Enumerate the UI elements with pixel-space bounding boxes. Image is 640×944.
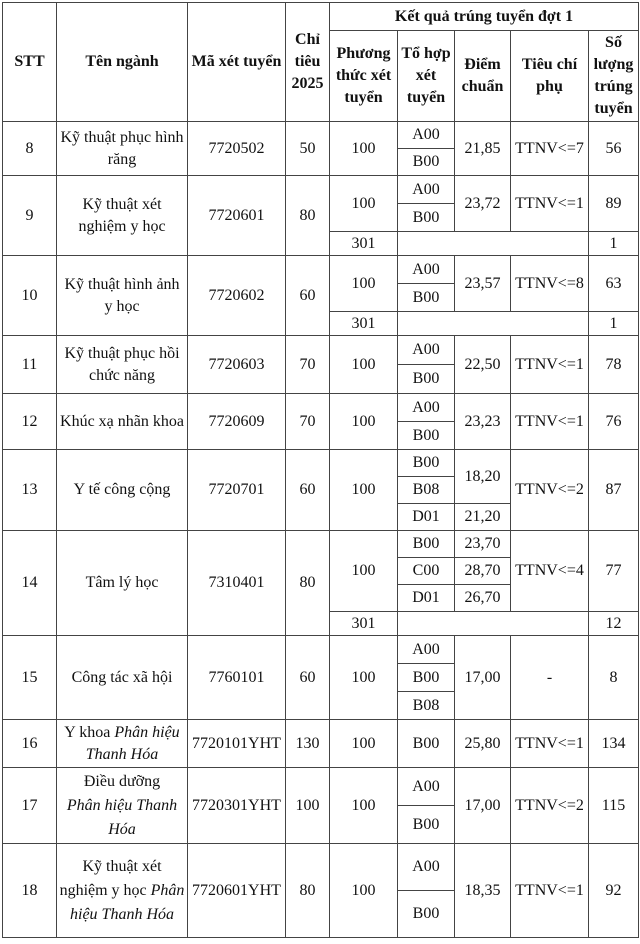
name-cell: Tâm lý học bbox=[57, 531, 188, 636]
method-cell: 100 bbox=[330, 720, 398, 768]
criteria-cell: TTNV<=1 bbox=[511, 336, 589, 394]
header-score: Điểm chuẩn bbox=[455, 31, 511, 122]
header-method: Phương thức xét tuyển bbox=[330, 31, 398, 122]
count-cell: 63 bbox=[589, 256, 639, 312]
table-row bbox=[3, 844, 639, 891]
header-quota: Chỉ tiêu 2025 bbox=[286, 3, 330, 122]
stt-cell: 17 bbox=[3, 768, 57, 844]
header-count: Số lượng trúng tuyển bbox=[589, 31, 639, 122]
quota-cell: 70 bbox=[286, 336, 330, 394]
score-cell: 23,23 bbox=[455, 394, 511, 450]
criteria-cell: TTNV<=1 bbox=[511, 720, 589, 768]
stt-cell: 12 bbox=[3, 394, 57, 450]
header-name: Tên ngành bbox=[57, 3, 188, 122]
combo-cell: C00 bbox=[398, 558, 455, 585]
table-row bbox=[3, 636, 639, 664]
count-cell: 89 bbox=[589, 176, 639, 232]
method-cell: 100 bbox=[330, 394, 398, 450]
quota-cell: 100 bbox=[286, 768, 330, 844]
score-cell: 23,57 bbox=[455, 256, 511, 312]
method-cell: 100 bbox=[330, 122, 398, 176]
combo-cell: A00 bbox=[398, 336, 455, 365]
combo-cell: D01 bbox=[398, 585, 455, 612]
name-cell: Công tác xã hội bbox=[57, 636, 188, 720]
quota-cell: 60 bbox=[286, 636, 330, 720]
table-row bbox=[3, 176, 639, 204]
header-stt: STT bbox=[3, 3, 57, 122]
score-cell: 18,20 bbox=[455, 450, 511, 504]
major-name: Điều dưỡng bbox=[83, 772, 161, 790]
quota-cell: 80 bbox=[286, 531, 330, 636]
code-cell: 7760101 bbox=[188, 636, 286, 720]
code-cell: 7720601 bbox=[188, 176, 286, 256]
criteria-cell: - bbox=[511, 636, 589, 720]
count-cell: 77 bbox=[589, 531, 639, 612]
header-criteria: Tiêu chí phụ bbox=[511, 31, 589, 122]
name-cell bbox=[57, 768, 188, 844]
name-cell bbox=[57, 720, 188, 768]
name-cell: Kỹ thuật phục hình răng bbox=[57, 122, 188, 176]
stt-cell: 15 bbox=[3, 636, 57, 720]
name-cell: Kỹ thuật phục hồi chức năng bbox=[57, 336, 188, 394]
method-cell: 100 bbox=[330, 844, 398, 938]
major-name: Y khoa bbox=[64, 723, 111, 741]
name-cell: Kỹ thuật xét nghiệm y học bbox=[57, 176, 188, 256]
combo-cell: A00 bbox=[398, 394, 455, 422]
branch-label: Phân hiệu Thanh Hóa bbox=[66, 796, 178, 838]
combo-cell: B00 bbox=[398, 664, 455, 692]
admission-results-table bbox=[2, 2, 639, 938]
combo-cell: B00 bbox=[398, 365, 455, 394]
criteria-cell: TTNV<=4 bbox=[511, 531, 589, 612]
method-cell: 100 bbox=[330, 768, 398, 844]
stt-cell: 10 bbox=[3, 256, 57, 336]
table-row bbox=[3, 450, 639, 477]
major-name: Kỹ thuật xét nghiệm y học bbox=[59, 857, 162, 899]
criteria-cell: TTNV<=1 bbox=[511, 176, 589, 232]
criteria-cell: TTNV<=2 bbox=[511, 768, 589, 844]
quota-cell: 130 bbox=[286, 720, 330, 768]
combo-cell: A00 bbox=[398, 844, 455, 891]
table-row bbox=[3, 720, 639, 768]
code-cell: 7720601YHT bbox=[188, 844, 286, 938]
count-cell: 8 bbox=[589, 636, 639, 720]
header-code: Mã xét tuyển bbox=[188, 3, 286, 122]
code-cell: 7720701 bbox=[188, 450, 286, 531]
criteria-cell: TTNV<=8 bbox=[511, 256, 589, 312]
code-cell: 7310401 bbox=[188, 531, 286, 636]
stt-cell: 13 bbox=[3, 450, 57, 531]
score-cell: 17,00 bbox=[455, 636, 511, 720]
combo-cell: A00 bbox=[398, 176, 455, 204]
quota-cell: 80 bbox=[286, 844, 330, 938]
combo-cell: B00 bbox=[398, 450, 455, 477]
code-cell: 7720502 bbox=[188, 122, 286, 176]
header-combo: Tổ hợp xét tuyển bbox=[398, 31, 455, 122]
quota-cell: 50 bbox=[286, 122, 330, 176]
method-cell: 301 bbox=[330, 312, 398, 336]
quota-cell: 60 bbox=[286, 256, 330, 336]
stt-cell: 9 bbox=[3, 176, 57, 256]
score-cell: 18,35 bbox=[455, 844, 511, 938]
branch-label: Phân hiệu Thanh Hóa bbox=[70, 881, 185, 923]
count-cell: 134 bbox=[589, 720, 639, 768]
table-row bbox=[3, 256, 639, 284]
stt-cell: 14 bbox=[3, 531, 57, 636]
combo-cell: B00 bbox=[398, 891, 455, 938]
score-cell: 23,72 bbox=[455, 176, 511, 232]
method-cell: 100 bbox=[330, 636, 398, 720]
method-cell: 100 bbox=[330, 336, 398, 394]
method-cell: 100 bbox=[330, 256, 398, 312]
count-cell: 92 bbox=[589, 844, 639, 938]
criteria-cell: TTNV<=2 bbox=[511, 450, 589, 531]
count-cell: 56 bbox=[589, 122, 639, 176]
combo-cell: B08 bbox=[398, 692, 455, 720]
score-cell: 21,20 bbox=[455, 504, 511, 531]
table-row bbox=[3, 394, 639, 422]
table-row bbox=[3, 531, 639, 558]
code-cell: 7720609 bbox=[188, 394, 286, 450]
name-cell: Khúc xạ nhãn khoa bbox=[57, 394, 188, 450]
stt-cell: 8 bbox=[3, 122, 57, 176]
combo-cell: B00 bbox=[398, 204, 455, 232]
method-cell: 100 bbox=[330, 176, 398, 232]
score-cell: 25,80 bbox=[455, 720, 511, 768]
table-row bbox=[3, 768, 639, 806]
combo-cell: B00 bbox=[398, 284, 455, 312]
name-cell: Y tế công cộng bbox=[57, 450, 188, 531]
count-cell: 1 bbox=[589, 232, 639, 256]
combo-cell: B00 bbox=[398, 806, 455, 844]
count-cell: 87 bbox=[589, 450, 639, 531]
quota-cell: 80 bbox=[286, 176, 330, 256]
score-cell: 28,70 bbox=[455, 558, 511, 585]
combo-cell: A00 bbox=[398, 636, 455, 664]
score-cell: 23,70 bbox=[455, 531, 511, 558]
criteria-cell: TTNV<=1 bbox=[511, 844, 589, 938]
method-cell: 100 bbox=[330, 531, 398, 612]
count-cell: 76 bbox=[589, 394, 639, 450]
count-cell: 12 bbox=[589, 612, 639, 636]
count-cell: 78 bbox=[589, 336, 639, 394]
combo-cell: A00 bbox=[398, 256, 455, 284]
combo-cell: A00 bbox=[398, 768, 455, 806]
table-row bbox=[3, 122, 639, 149]
count-cell: 115 bbox=[589, 768, 639, 844]
score-cell: 26,70 bbox=[455, 585, 511, 612]
code-cell: 7720101YHT bbox=[188, 720, 286, 768]
name-cell bbox=[57, 844, 188, 938]
stt-cell: 16 bbox=[3, 720, 57, 768]
stt-cell: 11 bbox=[3, 336, 57, 394]
criteria-cell: TTNV<=7 bbox=[511, 122, 589, 176]
combo-cell: D01 bbox=[398, 504, 455, 531]
criteria-cell: TTNV<=1 bbox=[511, 394, 589, 450]
combo-cell: B00 bbox=[398, 531, 455, 558]
name-cell: Kỹ thuật hình ảnh y học bbox=[57, 256, 188, 336]
combo-cell: A00 bbox=[398, 122, 455, 149]
combo-cell: B08 bbox=[398, 477, 455, 504]
method-cell: 301 bbox=[330, 612, 398, 636]
code-cell: 7720602 bbox=[188, 256, 286, 336]
code-cell: 7720603 bbox=[188, 336, 286, 394]
method-cell: 301 bbox=[330, 232, 398, 256]
combo-cell: B00 bbox=[398, 149, 455, 176]
stt-cell: 18 bbox=[3, 844, 57, 938]
header-results-group: Kết quả trúng tuyển đợt 1 bbox=[330, 3, 639, 31]
branch-label: Phân hiệu Thanh Hóa bbox=[85, 723, 180, 763]
score-cell: 21,85 bbox=[455, 122, 511, 176]
method-cell: 100 bbox=[330, 450, 398, 531]
combo-cell: B00 bbox=[398, 720, 455, 768]
quota-cell: 60 bbox=[286, 450, 330, 531]
code-cell: 7720301YHT bbox=[188, 768, 286, 844]
table-row bbox=[3, 336, 639, 365]
score-cell: 22,50 bbox=[455, 336, 511, 394]
count-cell: 1 bbox=[589, 312, 639, 336]
score-cell: 17,00 bbox=[455, 768, 511, 844]
combo-cell: B00 bbox=[398, 422, 455, 450]
quota-cell: 70 bbox=[286, 394, 330, 450]
